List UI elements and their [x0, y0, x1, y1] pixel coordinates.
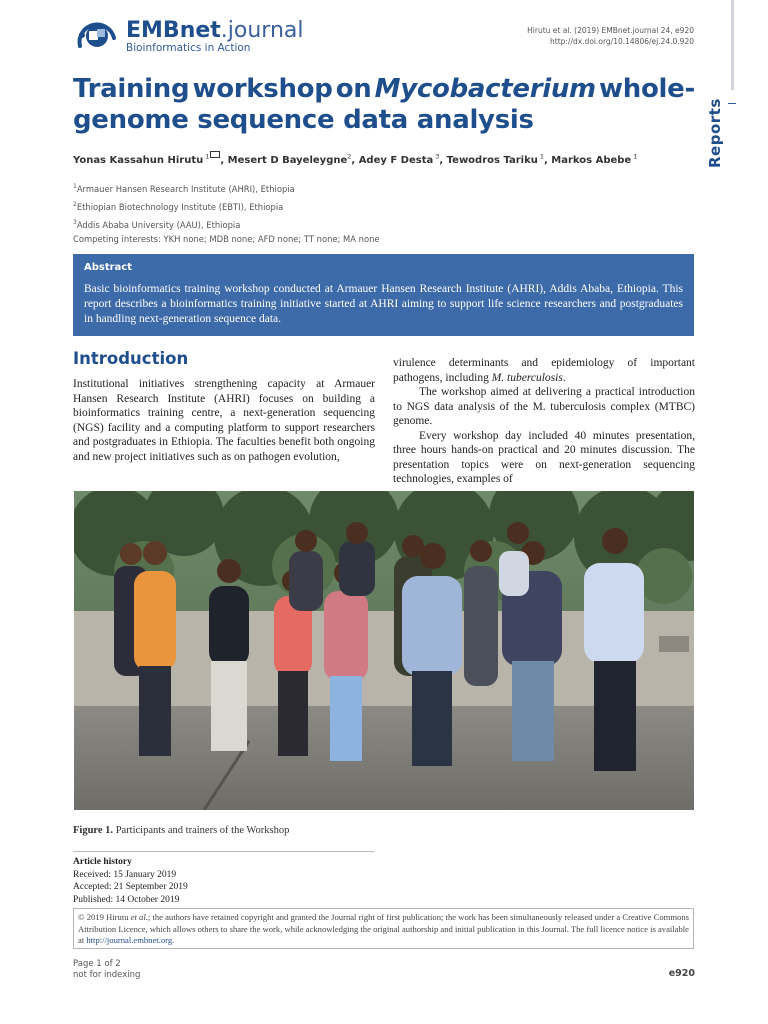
author-affil-sup: 2: [347, 152, 352, 161]
abstract-text: Basic bioinformatics training workshop conducted at Armauer Hansen Research Institute (AHRI), Addis Ababa, Ethiopia. This report describes a bioinformatics training initiative started at AHRI aiming to support life science researchers and postgraduates in handling next-generation sequence data.: [84, 283, 683, 325]
affiliation-text: Ethiopian Biotechnology Institute (EBTI), Ethiopia: [76, 201, 284, 212]
affiliation-text: Armauer Hansen Research Institute (AHRI), Ethiopia: [76, 183, 295, 194]
title-word: workshop: [192, 74, 333, 104]
indexing-note: not for indexing: [73, 970, 141, 980]
affiliation-item: [73, 215, 380, 233]
licence-text: © 2019 Hirutu: [78, 912, 131, 922]
history-published: Published: 14 October 2019: [73, 894, 180, 905]
abstract-heading: Abstract: [84, 262, 133, 273]
figure-caption: [73, 825, 289, 836]
embnet-logo-icon[interactable]: [72, 16, 122, 54]
figure-label: Figure 1.: [73, 825, 114, 836]
article-code: e920: [668, 968, 695, 979]
body-column-right: [393, 356, 695, 486]
side-rule-tick: [728, 103, 736, 104]
title-line-2: genome sequence data analysis: [73, 105, 534, 135]
author-affil-sup: 1: [205, 152, 210, 161]
licence-notice: [73, 908, 694, 949]
body-paragraph: Every workshop day included 40 minutes presentation, three hours hands-on practical and 20 minutes discussion. The presentation topics were on next-generation sequencing technologies, examples of: [393, 429, 695, 485]
author-affil-sup: 3: [435, 152, 440, 161]
author-name: Adey F Desta: [358, 155, 434, 166]
citation-doi-link[interactable]: http://dx.doi.org/10.14806/ej.24.0.920: [550, 37, 694, 46]
article-title: [73, 74, 695, 136]
affiliation-item: [73, 179, 380, 197]
introduction-heading: Introduction: [73, 349, 189, 368]
affiliations: [73, 179, 380, 247]
author-name: Markos Abebe: [551, 155, 632, 166]
title-word: whole-: [599, 74, 695, 104]
author-name: Yonas Kassahun Hirutu: [73, 155, 204, 166]
licence-link[interactable]: http://journal.embnet.org: [86, 935, 173, 946]
title-word: on: [335, 74, 372, 104]
history-received: Received: 15 January 2019: [73, 869, 177, 880]
workshop-group-photo: [74, 491, 694, 810]
body-text: virulence determinants and epidemiology of important pathogens, including: [393, 357, 695, 384]
affiliation-sup: 2: [73, 200, 77, 208]
email-icon[interactable]: [210, 151, 220, 158]
author-name: Tewodros Tariku: [446, 155, 538, 166]
title-word: Training: [73, 74, 190, 104]
logo-tagline: Bioinformatics in Action: [126, 42, 251, 54]
affiliation-sup: 3: [73, 218, 77, 226]
affiliation-item: [73, 197, 380, 215]
side-rule: [731, 0, 734, 90]
licence-text: ; the authors have retained copyright and granted the Journal right of first publication; the work has been simultaneously released under a Creative Commons Attribution Licence, which allows others to share the work, while acknowledging the original authorship and initial publication in this Journal. The full licence notice is available at: [78, 912, 689, 946]
title-italic-word: Mycobacterium: [374, 74, 596, 104]
licence-text: .: [172, 935, 175, 946]
competing-interests: Competing interests: YKH none; MDB none; AFD none; TT none; MA none: [73, 234, 380, 245]
abstract-box: [73, 254, 694, 336]
author-list: Yonas Kassahun Hirutu $^1$ , Mesert D Bayeleygne$^2$, Adey F Desta $^3$, Tewodros Tariku $^1$, Markos Abebe $^1$: [73, 152, 638, 166]
citation: [527, 25, 694, 47]
history-accepted: Accepted: 21 September 2019: [73, 882, 188, 892]
citation-reference: Hirutu et al. (2019) EMBnet.journal 24, e920: [527, 26, 694, 35]
journal-logo-text[interactable]: [126, 18, 304, 43]
body-column-left: [73, 377, 375, 464]
logo-brand: EMBnet: [126, 18, 221, 43]
logo-suffix: .journal: [220, 18, 304, 43]
body-paragraph: [393, 356, 695, 385]
affiliation-text: Addis Ababa University (AAU), Ethiopia: [76, 219, 241, 230]
author-affil-sup: 1: [539, 152, 544, 161]
figure-caption-text: Participants and trainers of the Workshop: [115, 825, 290, 836]
section-label: Reports: [706, 98, 724, 168]
author-name: Mesert D Bayeleygne: [227, 155, 348, 166]
history-heading: Article history: [73, 857, 132, 867]
author-affil-sup: 1: [633, 152, 638, 161]
body-paragraph: The workshop aimed at delivering a practical introduction to NGS data analysis of the M. tuberculosis complex (MTBC) genome.: [393, 386, 695, 427]
page-number: Page 1 of 2: [73, 959, 121, 969]
affiliation-sup: 1: [73, 183, 77, 190]
licence-italic-text: et al.: [130, 912, 148, 922]
body-italic-text: M. tuberculosis: [491, 371, 563, 384]
body-paragraph: Institutional initiatives strengthening capacity at Armauer Hansen Research Institute (AHRI) focuses on building a bioinformatics training centre, a next-generation sequencing (NGS) facility and a computing platform to support researchers and postgraduates in Ethiopia. The faculties benefit both ongoing and new project initiatives such as on pathogen evolution,: [73, 378, 375, 463]
body-text: .: [562, 371, 566, 384]
page-info: [73, 959, 140, 981]
history-divider: [73, 851, 374, 852]
article-history: [73, 856, 188, 906]
